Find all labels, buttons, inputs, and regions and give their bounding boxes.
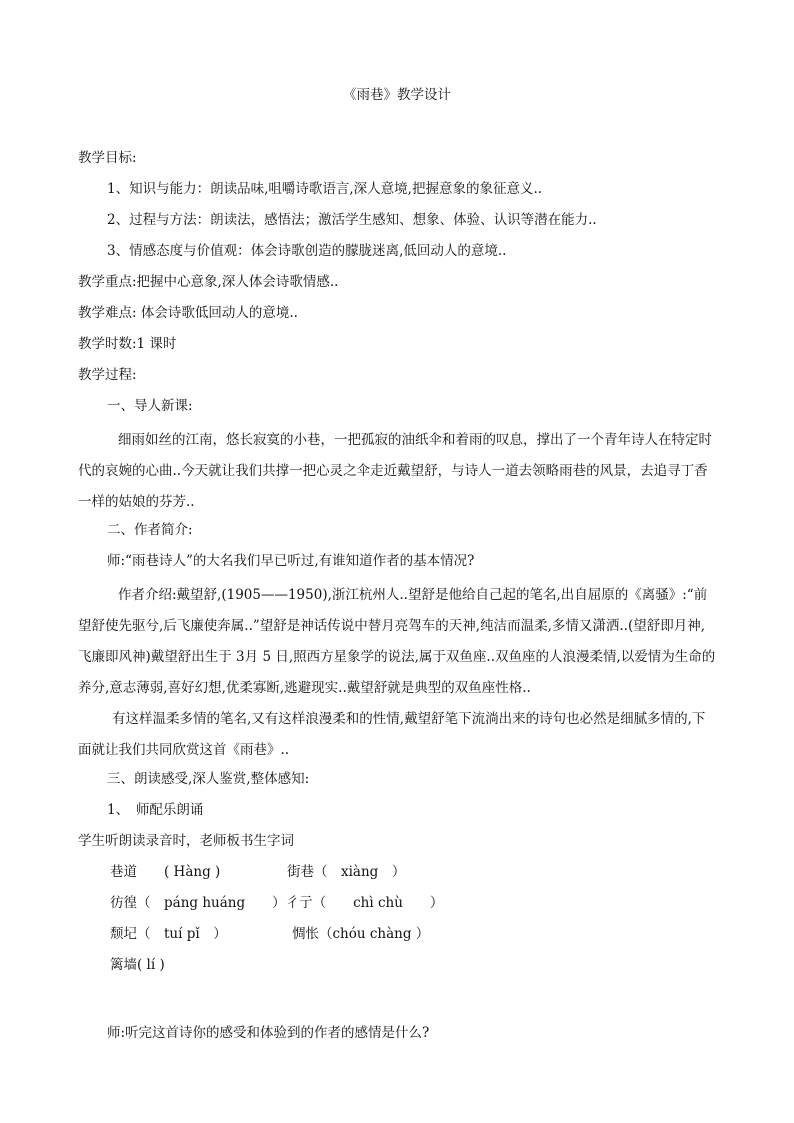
objective-1: 1、知识与能力：朗读品味,咀嚼诗歌语言,深人意境,把握意象的象征意义..	[107, 181, 543, 197]
document-title: 《雨巷》教学设计	[343, 87, 451, 103]
vocab-liqiang: 篱墙( lí )	[110, 957, 165, 973]
section3-note: 学生听朗读录音时，老师板书生字词	[78, 833, 294, 849]
teacher-question: 师:“雨巷诗人”的大名我们早已听过,有谁知道作者的基本情况?	[107, 553, 475, 569]
difficulty: 教学难点: 体会诗歌低回动人的意境..	[78, 305, 298, 321]
section1-heading: 一、导人新课:	[107, 398, 193, 414]
final-question: 师:听完这首诗你的感受和体验到的作者的感情是什么?	[107, 1025, 430, 1041]
process-heading: 教学过程:	[78, 367, 137, 383]
section3-heading: 三、朗读感受,深人鉴赏,整体感知:	[107, 771, 310, 787]
objectives-heading: 教学目标:	[78, 150, 137, 166]
section2-heading: 二、作者简介:	[107, 522, 193, 538]
section3-item1: 1、 师配乐朗诵	[107, 802, 204, 818]
vocab-jiexiang: 街巷（ xiàng ）	[287, 864, 406, 880]
vocab-chouchang: 惆怅（chóu chàng ）	[292, 926, 430, 942]
vocab-hangdao: 巷道 ( Hàng )	[110, 864, 221, 880]
key-point: 教学重点:把握中心意象,深人体会诗歌情感..	[78, 274, 339, 290]
transition-paragraph: 有这样温柔多情的笔名,又有这样浪漫柔和的性情,戴望舒笔下流淌出来的诗句也必然是细腻多情的,下面就让我们共同欣赏这首《雨巷》..	[78, 711, 706, 758]
vocab-tuipi: 颓圮（ tuí pǐ ）	[110, 926, 227, 942]
vocab-panghuang: 彷徨（ páng huáng ）彳亍（ chì chù ）	[110, 895, 444, 911]
teaching-hours: 教学时数:1 课时	[78, 336, 177, 352]
section1-text: 细雨如丝的江南，悠长寂寞的小巷，一把孤寂的油纸伞和着雨的叹息，撑出了一个青年诗人在特定时代的哀婉的心曲..今天就让我们共撑一把心灵之伞走近戴望舒，与诗人一道去领略雨巷的风景，去追寻丁香一样的姑娘的芬芳..	[78, 432, 712, 510]
objective-3: 3、情感态度与价值观：体会诗歌创造的朦胧迷离,低回动人的意境..	[107, 243, 507, 259]
objective-2: 2、过程与方法：朗读法，感悟法；激活学生感知、想象、体验、认识等潜在能力..	[107, 212, 597, 228]
author-intro: 作者介绍:戴望舒,(1905——1950),浙江杭州人..望舒是他给自己起的笔名,出自屈原的《离骚》:“前望舒使先驱兮,后飞廉使奔属..”望舒是神话传说中替月亮驾车的天神,纯洁而温柔,多情又潇洒..(望舒即月神,飞廉即风神)戴望舒出生于 3月 5 日,照西方星象学的说法,属于双鱼座..双鱼座的人浪漫柔情,以爱情为生命的养分,意志薄弱,喜好幻想,优柔寡断,逃避现实..戴望舒就是典型的双鱼座性格..	[78, 587, 716, 696]
